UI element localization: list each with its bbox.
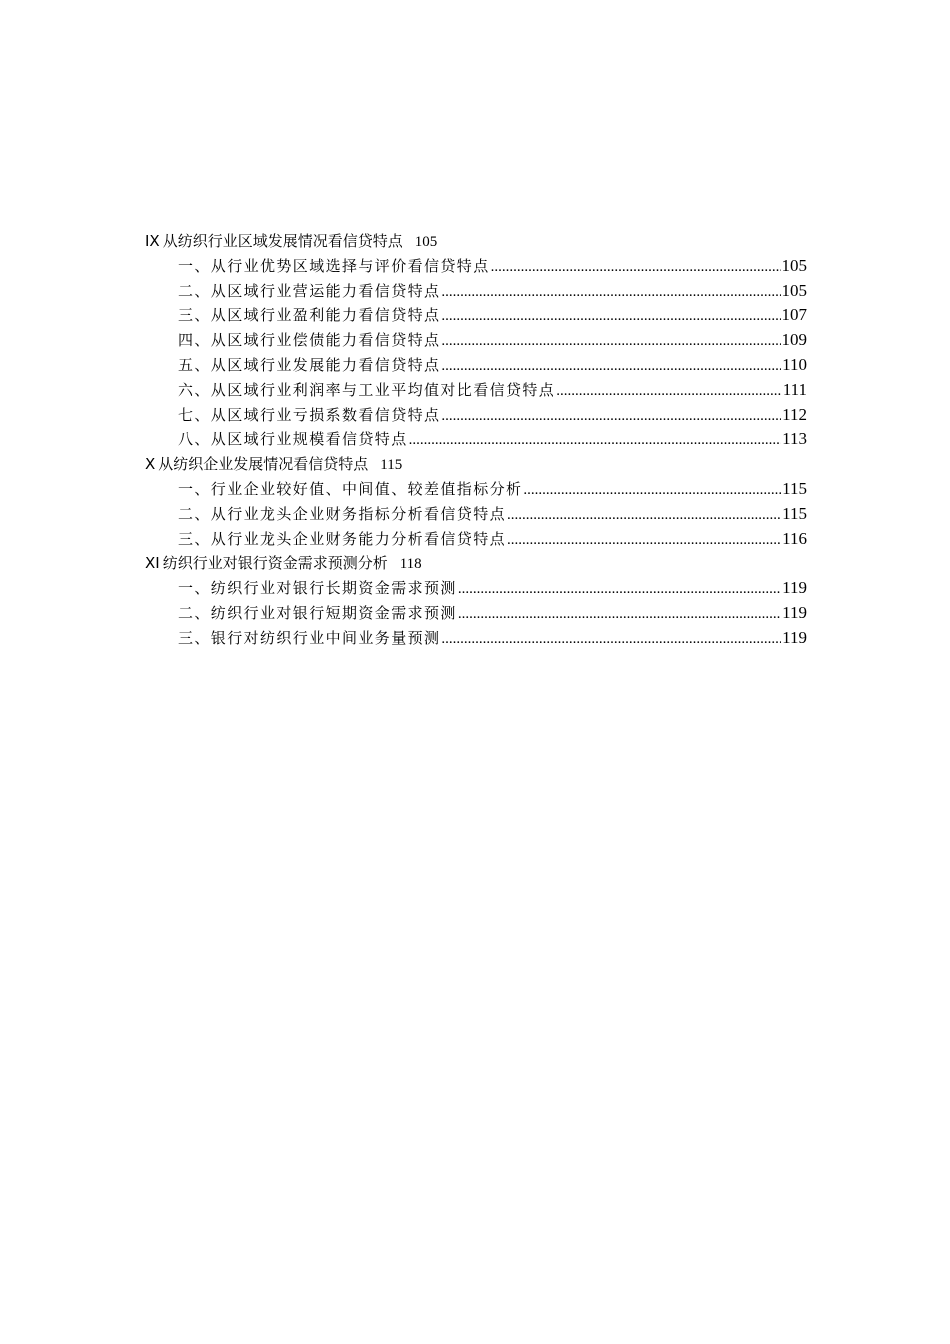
- toc-entry[interactable]: [145, 403, 807, 428]
- entry-page-number: 119: [782, 578, 807, 598]
- entry-title: 三、银行对纺织行业中间业务量预测: [178, 628, 441, 647]
- table-of-contents: [145, 229, 807, 651]
- dot-leader: [556, 379, 782, 404]
- entry-title: 二、从区域行业营运能力看信贷特点: [178, 281, 441, 300]
- entry-page-number: 115: [782, 503, 807, 523]
- chapter-page-number: 105: [414, 234, 438, 250]
- toc-entry[interactable]: [145, 626, 807, 651]
- dot-leader: [441, 304, 780, 329]
- entry-page-number: 115: [782, 478, 807, 498]
- toc-chapter-heading[interactable]: [145, 551, 807, 576]
- dot-leader: [441, 354, 781, 379]
- dot-leader: [441, 404, 781, 429]
- toc-entry[interactable]: [145, 303, 807, 328]
- chapter-number: X: [145, 455, 156, 474]
- toc-entry[interactable]: [145, 527, 807, 552]
- dot-leader: [458, 602, 781, 627]
- dot-leader: [441, 329, 780, 354]
- chapter-page-number: 118: [399, 556, 422, 573]
- entry-title: 一、行业企业较好值、中间值、较差值指标分析: [178, 479, 523, 498]
- toc-entry[interactable]: [145, 353, 807, 378]
- dot-leader: [409, 428, 782, 453]
- chapter-title: 从纺织行业区域发展情况看信贷特点: [162, 232, 403, 250]
- dot-leader: [491, 255, 781, 280]
- entry-page-number: 112: [782, 404, 807, 424]
- toc-entry[interactable]: [145, 378, 807, 403]
- dot-leader: [523, 478, 781, 503]
- toc-entry[interactable]: [145, 477, 807, 502]
- entry-title: 三、从区域行业盈利能力看信贷特点: [178, 306, 441, 325]
- toc-entry[interactable]: [145, 601, 807, 626]
- entry-page-number: 113: [782, 429, 807, 449]
- toc-entry[interactable]: [145, 254, 807, 279]
- chapter-page-number: 115: [380, 457, 403, 474]
- toc-entry[interactable]: [145, 576, 807, 601]
- entry-page-number: 110: [782, 354, 807, 374]
- entry-page-number: 109: [781, 330, 807, 350]
- dot-leader: [441, 627, 781, 652]
- chapter-title: 从纺织企业发展情况看信贷特点: [158, 455, 369, 474]
- entry-title: 一、纺织行业对银行长期资金需求预测: [178, 579, 457, 598]
- entry-page-number: 105: [781, 280, 807, 300]
- toc-entry[interactable]: [145, 328, 807, 353]
- toc-entry[interactable]: [145, 279, 807, 304]
- dot-leader: [507, 503, 781, 528]
- toc-chapter-heading[interactable]: [145, 452, 807, 477]
- entry-title: 二、从行业龙头企业财务指标分析看信贷特点: [178, 504, 507, 523]
- chapter-title: 纺织行业对银行资金需求预测分析: [162, 554, 388, 573]
- toc-entry[interactable]: [145, 502, 807, 527]
- entry-page-number: 116: [782, 528, 807, 548]
- entry-title: 五、从区域行业发展能力看信贷特点: [178, 355, 441, 374]
- entry-title: 六、从区域行业利润率与工业平均值对比看信贷特点: [178, 380, 556, 399]
- entry-title: 八、从区域行业规模看信贷特点: [178, 430, 408, 449]
- chapter-number: IX: [145, 232, 160, 250]
- dot-leader: [458, 577, 781, 602]
- entry-page-number: 111: [782, 379, 807, 399]
- entry-page-number: 105: [781, 255, 807, 275]
- toc-entry[interactable]: [145, 427, 807, 452]
- entry-page-number: 107: [781, 305, 807, 325]
- entry-page-number: 119: [782, 602, 807, 622]
- entry-title: 七、从区域行业亏损系数看信贷特点: [178, 405, 441, 424]
- entry-title: 四、从区域行业偿债能力看信贷特点: [178, 331, 441, 350]
- entry-title: 一、从行业优势区域选择与评价看信贷特点: [178, 256, 490, 275]
- dot-leader: [441, 280, 780, 305]
- entry-title: 二、纺织行业对银行短期资金需求预测: [178, 603, 457, 622]
- toc-chapter-heading[interactable]: [145, 229, 807, 254]
- entry-title: 三、从行业龙头企业财务能力分析看信贷特点: [178, 529, 507, 548]
- chapter-number: XI: [145, 554, 160, 573]
- entry-page-number: 119: [782, 627, 807, 647]
- dot-leader: [507, 528, 781, 553]
